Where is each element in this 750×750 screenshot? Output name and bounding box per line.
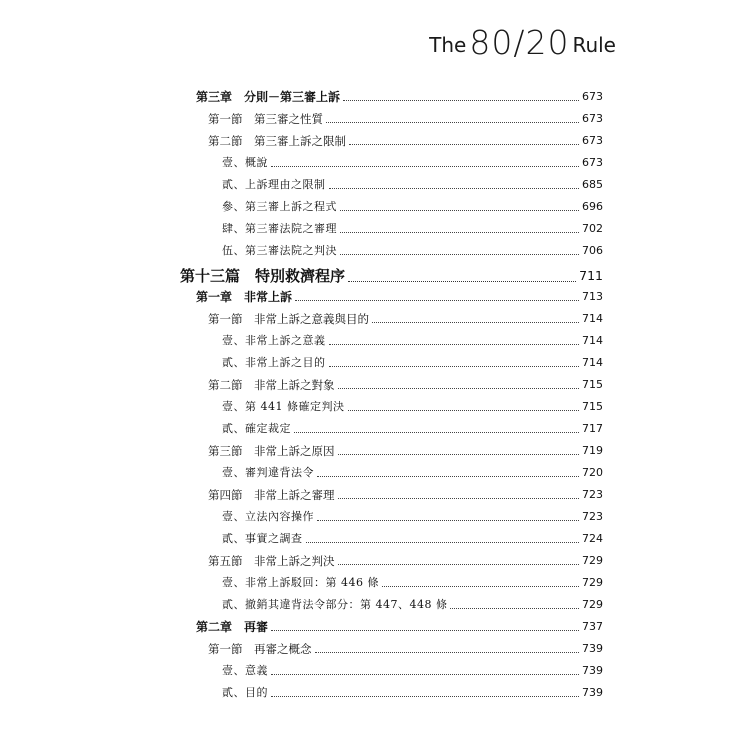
toc-entry-section[interactable] [208, 378, 603, 392]
dot-leader [271, 629, 579, 631]
toc-page-number: 714 [582, 312, 603, 325]
dot-leader [306, 541, 580, 543]
toc-entry-item[interactable] [222, 422, 603, 436]
toc-entry-item[interactable] [222, 532, 603, 546]
toc-entry-title: 壹、審判違背法令 [222, 466, 314, 479]
dot-leader [271, 673, 579, 675]
toc-page-number: 673 [582, 134, 603, 147]
toc-entry-item[interactable] [222, 356, 603, 370]
toc-entry-title: 肆、第三審法院之審理 [222, 222, 337, 235]
toc-entry-section[interactable] [208, 554, 603, 568]
toc-entry-title: 貳、撤銷其違背法令部分：第 447、448 條 [222, 598, 448, 611]
dot-leader [343, 99, 579, 101]
toc-entry-title: 貳、非常上訴之目的 [222, 356, 326, 369]
dot-leader [382, 585, 579, 587]
toc-entry-item[interactable] [222, 598, 603, 612]
toc-page-number: 739 [582, 686, 603, 699]
toc-page-number: 724 [582, 532, 603, 545]
toc-entry-section[interactable] [208, 134, 603, 148]
toc-page-number: 711 [579, 268, 603, 283]
dot-leader [349, 143, 579, 145]
dot-leader [372, 321, 579, 323]
toc-entry-title: 壹、立法內容操作 [222, 510, 314, 523]
toc-entry-section[interactable] [208, 642, 603, 656]
toc-page-number: 673 [582, 156, 603, 169]
toc-entry-title: 伍、第三審法院之判決 [222, 244, 337, 257]
toc-page-number: 673 [582, 112, 603, 125]
dot-leader [329, 187, 580, 189]
toc-entry-item[interactable] [222, 466, 603, 480]
dot-leader [315, 651, 580, 653]
toc-entry-title: 第五節 非常上訴之判決 [208, 554, 335, 568]
dot-leader [271, 695, 579, 697]
toc-page-number: 729 [582, 598, 603, 611]
dot-leader [348, 280, 576, 282]
toc-entry-title: 第二節 第三審上訴之限制 [208, 134, 346, 148]
dot-leader [338, 563, 580, 565]
toc-entry-section[interactable] [208, 112, 603, 126]
toc-page-number: 723 [582, 510, 603, 523]
toc-entry-title: 第二章 再審 [196, 620, 269, 634]
toc-entry-section[interactable] [208, 312, 603, 326]
toc-page-number: 739 [582, 642, 603, 655]
dot-leader [338, 387, 580, 389]
toc-entry-item[interactable] [222, 178, 603, 192]
dot-leader [271, 165, 579, 167]
toc-page-number: 713 [582, 290, 603, 303]
toc-page-number: 723 [582, 488, 603, 501]
toc-page-number: 696 [582, 200, 603, 213]
toc-page-number: 706 [582, 244, 603, 257]
toc-entry-title: 壹、非常上訴駁回：第 446 條 [222, 576, 379, 589]
toc-entry-item[interactable] [222, 156, 603, 170]
toc-entry-section[interactable] [208, 444, 603, 458]
toc-entry-title: 壹、意義 [222, 664, 268, 677]
toc-page-number: 717 [582, 422, 603, 435]
dot-leader [317, 519, 579, 521]
toc-entry-title: 貳、事實之調查 [222, 532, 303, 545]
toc-page-number: 714 [582, 356, 603, 369]
toc-entry-title: 第一節 非常上訴之意義與目的 [208, 312, 369, 326]
toc-entry-item[interactable] [222, 400, 603, 414]
toc-entry-section[interactable] [208, 488, 603, 502]
toc-page-number: 729 [582, 576, 603, 589]
toc-entry-item[interactable] [222, 334, 603, 348]
toc-entry-part[interactable] [180, 267, 603, 285]
toc-entry-title: 第十三篇 特別救濟程序 [180, 267, 346, 285]
toc-entry-title: 第一節 再審之概念 [208, 642, 312, 656]
brand-word-rule: Rule [572, 33, 616, 57]
dot-leader [340, 231, 579, 233]
dot-leader [329, 343, 580, 345]
dot-leader [338, 453, 580, 455]
toc-entry-chapter[interactable] [196, 290, 603, 304]
toc-page-number: 719 [582, 444, 603, 457]
dot-leader [329, 365, 580, 367]
toc-page-number: 685 [582, 178, 603, 191]
brand-word-the: The [429, 33, 467, 57]
toc-page-number: 737 [582, 620, 603, 633]
toc-entry-item[interactable] [222, 576, 603, 590]
toc-page-number: 714 [582, 334, 603, 347]
dot-leader [317, 475, 579, 477]
dot-leader [326, 121, 579, 123]
toc-entry-title: 貳、確定裁定 [222, 422, 291, 435]
toc-entry-title: 第二節 非常上訴之對象 [208, 378, 335, 392]
toc-entry-item[interactable] [222, 244, 603, 258]
toc-entry-title: 參、第三審上訴之程式 [222, 200, 337, 213]
toc-entry-title: 貳、目的 [222, 686, 268, 699]
book-title-logo [429, 23, 616, 62]
toc-entry-chapter[interactable] [196, 90, 603, 104]
dot-leader [338, 497, 580, 499]
toc-entry-title: 第一節 第三審之性質 [208, 112, 323, 126]
toc-entry-title: 第三章 分則－第三審上訴 [196, 90, 341, 104]
toc-page-number: 729 [582, 554, 603, 567]
toc-entry-title: 貳、上訴理由之限制 [222, 178, 326, 191]
toc-entry-item[interactable] [222, 510, 603, 524]
toc-entry-item[interactable] [222, 222, 603, 236]
dot-leader [340, 253, 579, 255]
toc-entry-item[interactable] [222, 200, 603, 214]
toc-entry-chapter[interactable] [196, 620, 603, 634]
toc-entry-title: 壹、第 441 條確定判決 [222, 400, 345, 413]
toc-page-number: 702 [582, 222, 603, 235]
toc-page-number: 673 [582, 90, 603, 103]
dot-leader [450, 607, 579, 609]
toc-page-number: 715 [582, 400, 603, 413]
toc-page-number: 715 [582, 378, 603, 391]
toc-entry-item[interactable] [222, 686, 603, 700]
toc-entry-title: 壹、非常上訴之意義 [222, 334, 326, 347]
toc-page-number: 739 [582, 664, 603, 677]
toc-entry-item[interactable] [222, 664, 603, 678]
toc-entry-title: 第四節 非常上訴之審理 [208, 488, 335, 502]
dot-leader [348, 409, 580, 411]
dot-leader [294, 431, 579, 433]
toc-entry-title: 壹、概說 [222, 156, 268, 169]
brand-word-8020: 80/20 [469, 23, 570, 62]
toc-entry-title: 第三節 非常上訴之原因 [208, 444, 335, 458]
dot-leader [295, 299, 579, 301]
toc-page-number: 720 [582, 466, 603, 479]
dot-leader [340, 209, 579, 211]
toc-entry-title: 第一章 非常上訴 [196, 290, 293, 304]
